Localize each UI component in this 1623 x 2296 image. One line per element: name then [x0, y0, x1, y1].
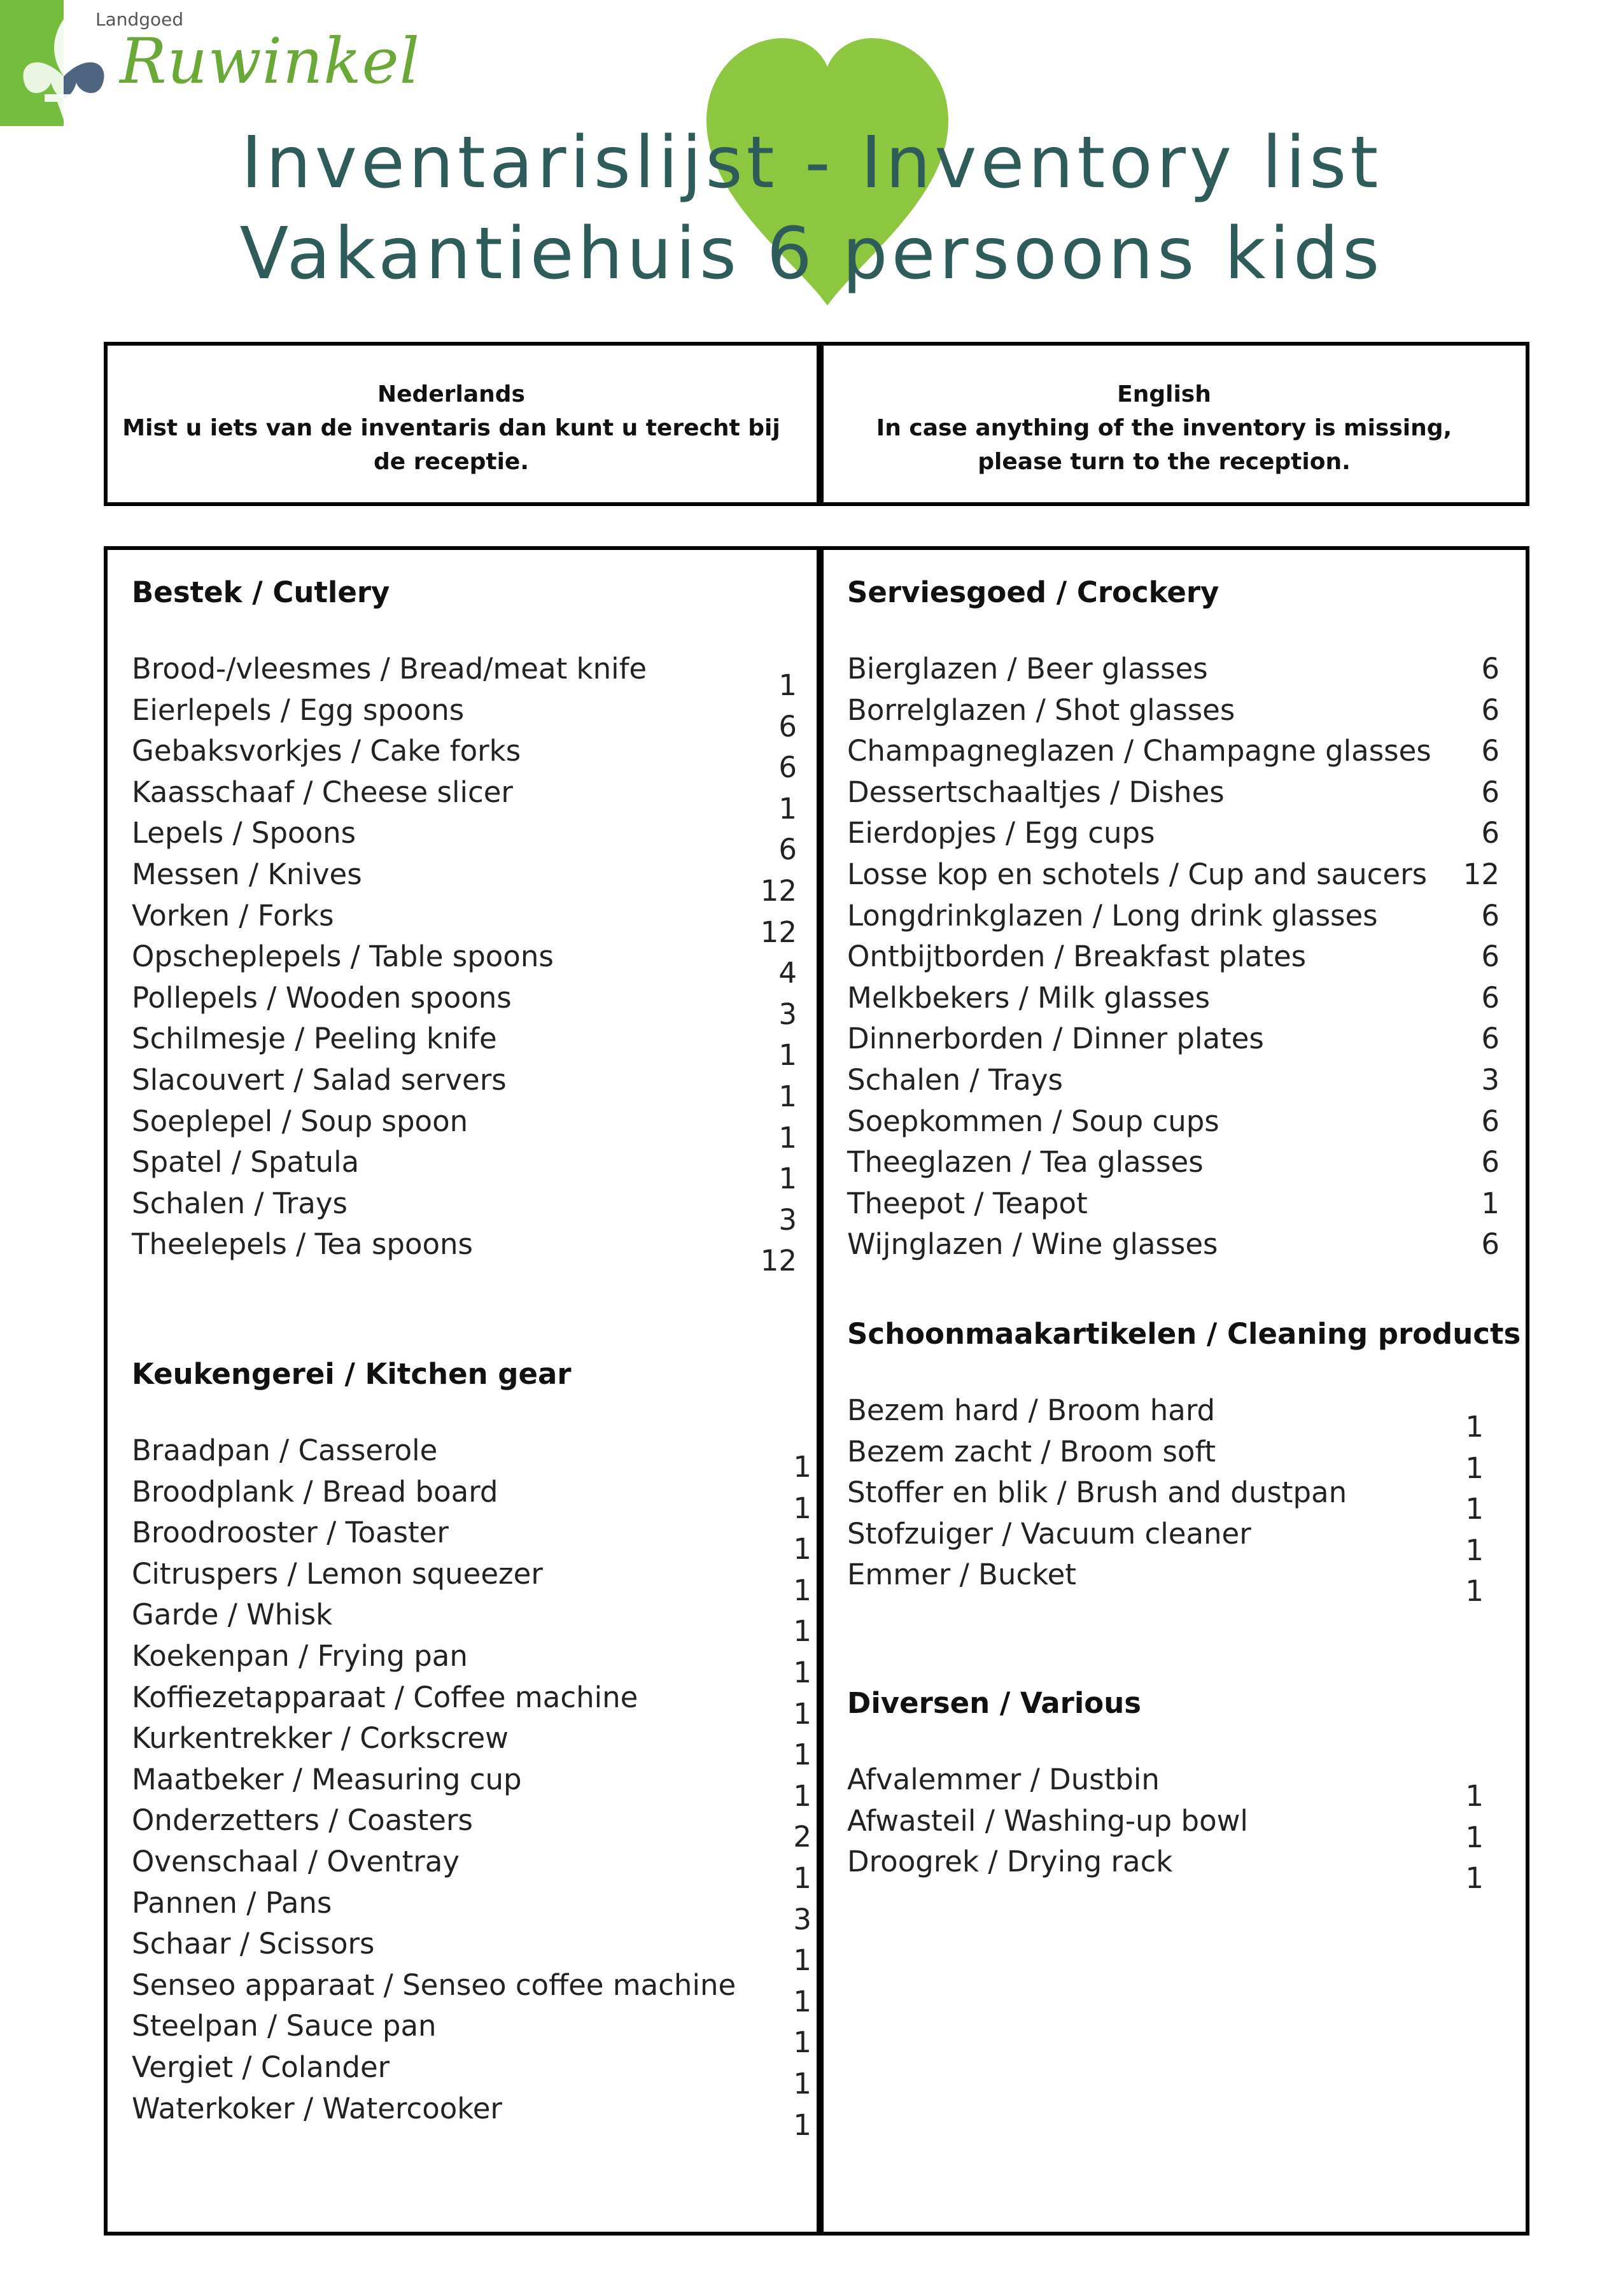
item-quantity: 1: [793, 1491, 812, 1525]
list-item: [847, 1060, 1500, 1101]
item-quantity: 1: [778, 1079, 797, 1113]
list-item: [132, 1842, 812, 1895]
item-quantity: 1: [778, 1162, 797, 1196]
logo-brand-text: Ruwinkel: [120, 25, 420, 98]
item-name: Opscheplepels / Table spoons: [132, 940, 554, 974]
item-quantity: 1: [793, 2108, 812, 2142]
item-name: Slacouvert / Salad servers: [132, 1062, 507, 1097]
list-item: [847, 649, 1500, 690]
list-item: [132, 1060, 797, 1113]
item-name: Soeplepel / Soup spoon: [132, 1104, 468, 1138]
item-quantity: 1: [793, 1984, 812, 2018]
item-name: Kaasschaaf / Cheese slicer: [132, 775, 513, 809]
item-name: Emmer / Bucket: [847, 1558, 1076, 1592]
item-name: Garde / Whisk: [132, 1598, 333, 1632]
item-quantity: 1: [778, 1038, 797, 1073]
item-quantity: 12: [760, 1244, 797, 1278]
list-item: [132, 1512, 812, 1567]
list-item: [847, 1390, 1484, 1444]
item-quantity: 1: [793, 1778, 812, 1813]
item-name: Gebaksvorkjes / Cake forks: [132, 734, 521, 768]
item-quantity: 1: [793, 1655, 812, 1689]
list-kitchen: [132, 1430, 812, 2142]
section-title-various: Diversen / Various: [847, 1686, 1142, 1720]
item-name: Ontbijtborden / Breakfast plates: [847, 940, 1307, 974]
list-item: [847, 896, 1500, 937]
list-item: [847, 936, 1500, 978]
item-quantity: 1: [778, 668, 797, 702]
item-name: Braadpan / Casserole: [132, 1433, 438, 1467]
item-quantity: 1: [1465, 1574, 1484, 1609]
intro-english-text: In case anything of the inventory is missing, please turn to the reception.: [876, 415, 1452, 475]
item-quantity: 3: [778, 1202, 797, 1237]
item-quantity: 1: [1465, 1533, 1484, 1567]
item-quantity: 6: [1481, 1104, 1500, 1138]
item-quantity: 1: [1465, 1451, 1484, 1485]
intro-divider: [817, 346, 824, 502]
item-quantity: 6: [1481, 693, 1500, 727]
list-item: [847, 1801, 1484, 1854]
list-item: [132, 2006, 812, 2060]
list-item: [847, 772, 1500, 813]
list-item: [847, 1101, 1500, 1143]
title-line-1: Inventarislijst - Inventory list: [241, 122, 1382, 204]
item-quantity: 1: [1465, 1820, 1484, 1854]
item-quantity: 1: [793, 1861, 812, 1895]
list-item: [847, 1183, 1500, 1225]
item-quantity: 1: [793, 1943, 812, 1978]
list-item: [132, 649, 797, 702]
item-name: Schalen / Trays: [847, 1062, 1063, 1097]
list-item: [132, 690, 797, 743]
item-name: Dessertschaaltjes / Dishes: [847, 775, 1225, 809]
list-item: [132, 772, 797, 826]
item-name: Onderzetters / Coasters: [132, 1803, 473, 1838]
list-item: [132, 1472, 812, 1525]
item-name: Eierlepels / Egg spoons: [132, 693, 465, 727]
list-item: [132, 1142, 797, 1196]
item-name: Ovenschaal / Oventray: [132, 1844, 460, 1878]
item-quantity: 1: [793, 1738, 812, 1772]
item-quantity: 1: [778, 791, 797, 826]
section-title-cleaning: Schoonmaakartikelen / Cleaning products: [847, 1317, 1521, 1351]
list-item: [132, 1018, 797, 1073]
list-item: [847, 731, 1500, 772]
list-item: [847, 1472, 1484, 1526]
ruwinkel-logo: [0, 0, 420, 127]
item-name: Dinnerborden / Dinner plates: [847, 1022, 1264, 1056]
intro-dutch: [120, 377, 782, 479]
list-item: [847, 1018, 1500, 1060]
item-quantity: 1: [1465, 1492, 1484, 1526]
logo-small-text: Landgoed: [95, 9, 184, 30]
item-name: Theelepels / Tea spoons: [132, 1227, 473, 1262]
item-name: Eierdopjes / Egg cups: [847, 816, 1155, 850]
section-cutlery: [132, 575, 797, 1278]
item-name: Spatel / Spatula: [132, 1145, 360, 1180]
item-name: Waterkoker / Watercooker: [132, 2091, 502, 2125]
item-name: Afvalemmer / Dustbin: [847, 1763, 1160, 1796]
item-name: Broodplank / Bread board: [132, 1474, 498, 1509]
item-name: Messen / Knives: [132, 857, 362, 891]
item-quantity: 6: [1481, 980, 1500, 1015]
list-item: [132, 2047, 812, 2101]
item-name: Bezem hard / Broom hard: [847, 1393, 1216, 1427]
item-name: Brood-/vleesmes / Bread/meat knife: [132, 652, 647, 686]
item-name: Losse kop en schotels / Cup and saucers: [847, 857, 1428, 891]
item-name: Bierglazen / Beer glasses: [847, 652, 1208, 686]
column-divider: [817, 550, 824, 2232]
intro-dutch-text: Mist u iets van de inventaris dan kunt u terecht bij de receptie.: [122, 415, 780, 475]
list-item: [132, 1965, 812, 2018]
item-quantity: 6: [1481, 775, 1500, 809]
item-name: Longdrinkglazen / Long drink glasses: [847, 898, 1378, 933]
item-name: Droogrek / Drying rack: [847, 1845, 1173, 1879]
item-name: Broodrooster / Toaster: [132, 1516, 449, 1550]
item-name: Maatbeker / Measuring cup: [132, 1762, 522, 1796]
list-item: [132, 1677, 812, 1731]
intro-english: [833, 377, 1495, 479]
list-item: [847, 1554, 1484, 1609]
list-item: [847, 1432, 1484, 1485]
item-name: Schaar / Scissors: [132, 1927, 375, 1961]
list-item: [847, 690, 1500, 731]
item-quantity: 1: [1481, 1186, 1500, 1220]
inventory-box: [104, 546, 1529, 2236]
item-quantity: 6: [1481, 1227, 1500, 1262]
list-item: [847, 1514, 1484, 1567]
list-item: [132, 978, 797, 1031]
list-item: [847, 1224, 1500, 1265]
item-quantity: 6: [1481, 1145, 1500, 1180]
item-name: Schalen / Trays: [132, 1186, 348, 1220]
item-name: Afwasteil / Washing-up bowl: [847, 1803, 1248, 1838]
list-item: [132, 1183, 797, 1237]
item-quantity: 1: [1465, 1779, 1484, 1813]
item-name: Vorken / Forks: [132, 898, 334, 933]
section-title-cutlery: Bestek / Cutlery: [132, 575, 390, 609]
list-item: [847, 1759, 1484, 1813]
item-quantity: 2: [793, 1820, 812, 1854]
list-cutlery: [132, 649, 797, 1278]
section-kitchen: [132, 1357, 812, 2142]
item-quantity: 6: [778, 833, 797, 867]
item-quantity: 4: [778, 956, 797, 990]
item-name: Lepels / Spoons: [132, 816, 356, 850]
list-item: [132, 2088, 812, 2142]
item-name: Stofzuiger / Vacuum cleaner: [847, 1516, 1251, 1551]
item-name: Borrelglazen / Shot glasses: [847, 693, 1235, 727]
item-name: Soepkommen / Soup cups: [847, 1104, 1219, 1138]
item-quantity: 1: [793, 2025, 812, 2060]
item-name: Steelpan / Sauce pan: [132, 2009, 437, 2043]
item-name: Senseo apparaat / Senseo coffee machine: [132, 1968, 736, 2002]
item-quantity: 6: [1481, 816, 1500, 850]
item-name: Melkbekers / Milk glasses: [847, 980, 1211, 1015]
list-item: [132, 1759, 812, 1813]
list-item: [847, 1142, 1500, 1183]
item-quantity: 6: [1481, 652, 1500, 686]
item-name: Theepot / Teapot: [847, 1186, 1088, 1220]
item-quantity: 1: [778, 1120, 797, 1155]
intro-english-heading: English: [1117, 381, 1211, 407]
item-quantity: 1: [793, 2066, 812, 2101]
item-quantity: 6: [1481, 898, 1500, 933]
item-quantity: 6: [1481, 1022, 1500, 1056]
intro-box: [104, 342, 1529, 506]
item-name: Vergiet / Colander: [132, 2050, 390, 2084]
list-item: [132, 1101, 797, 1155]
item-quantity: 1: [1465, 1861, 1484, 1896]
list-item: [132, 1554, 812, 1607]
list-item: [132, 854, 797, 908]
item-name: Champagneglazen / Champagne glasses: [847, 734, 1431, 768]
item-quantity: 1: [793, 1614, 812, 1649]
item-name: Stoffer en blik / Brush and dustpan: [847, 1475, 1347, 1510]
section-various: [847, 1686, 1484, 1896]
item-name: Bezem zacht / Broom soft: [847, 1434, 1216, 1468]
item-quantity: 3: [793, 1902, 812, 1936]
item-quantity: 3: [1481, 1062, 1500, 1097]
list-item: [132, 1595, 812, 1649]
list-item: [847, 978, 1500, 1019]
item-quantity: 1: [1465, 1410, 1484, 1444]
list-item: [132, 936, 797, 990]
list-item: [132, 731, 797, 785]
list-item: [132, 1718, 812, 1772]
item-name: Wijnglazen / Wine glasses: [847, 1227, 1218, 1262]
item-quantity: 12: [760, 915, 797, 949]
item-name: Pannen / Pans: [132, 1885, 332, 1920]
list-various: [847, 1759, 1484, 1896]
item-name: Citruspers / Lemon squeezer: [132, 1556, 543, 1591]
item-name: Pollepels / Wooden spoons: [132, 980, 512, 1015]
item-name: Koffiezetapparaat / Coffee machine: [132, 1680, 638, 1714]
list-item: [132, 1636, 812, 1689]
list-item: [132, 1224, 797, 1278]
item-quantity: 1: [793, 1450, 812, 1484]
list-item: [132, 813, 797, 867]
item-name: Theeglazen / Tea glasses: [847, 1145, 1204, 1180]
list-item: [847, 854, 1500, 896]
section-title-kitchen: Keukengerei / Kitchen gear: [132, 1357, 572, 1391]
list-item: [132, 1800, 812, 1854]
item-quantity: 12: [760, 873, 797, 908]
section-crockery: [847, 575, 1500, 1265]
item-quantity: 1: [793, 1696, 812, 1731]
item-quantity: 1: [793, 1573, 812, 1607]
section-title-crockery: Serviesgoed / Crockery: [847, 575, 1219, 609]
item-name: Schilmesje / Peeling knife: [132, 1022, 497, 1056]
list-item: [132, 896, 797, 949]
intro-dutch-heading: Nederlands: [377, 381, 525, 407]
list-item: [132, 1883, 812, 1936]
item-name: Koekenpan / Frying pan: [132, 1638, 468, 1673]
item-quantity: 6: [778, 709, 797, 743]
item-quantity: 6: [778, 750, 797, 785]
list-crockery: [847, 649, 1500, 1265]
item-quantity: 6: [1481, 734, 1500, 768]
list-item: [132, 1924, 812, 1978]
list-item: [847, 813, 1500, 854]
item-quantity: 12: [1463, 857, 1500, 891]
section-cleaning: [847, 1317, 1521, 1609]
item-quantity: 1: [793, 1532, 812, 1567]
page-title: [0, 118, 1623, 300]
list-item: [132, 1430, 812, 1484]
item-quantity: 6: [1481, 940, 1500, 974]
list-item: [847, 1842, 1484, 1896]
item-quantity: 3: [778, 997, 797, 1031]
list-cleaning: [847, 1390, 1484, 1609]
title-line-2: Vakantiehuis 6 persoons kids: [239, 213, 1384, 295]
item-name: Kurkentrekker / Corkscrew: [132, 1721, 509, 1756]
